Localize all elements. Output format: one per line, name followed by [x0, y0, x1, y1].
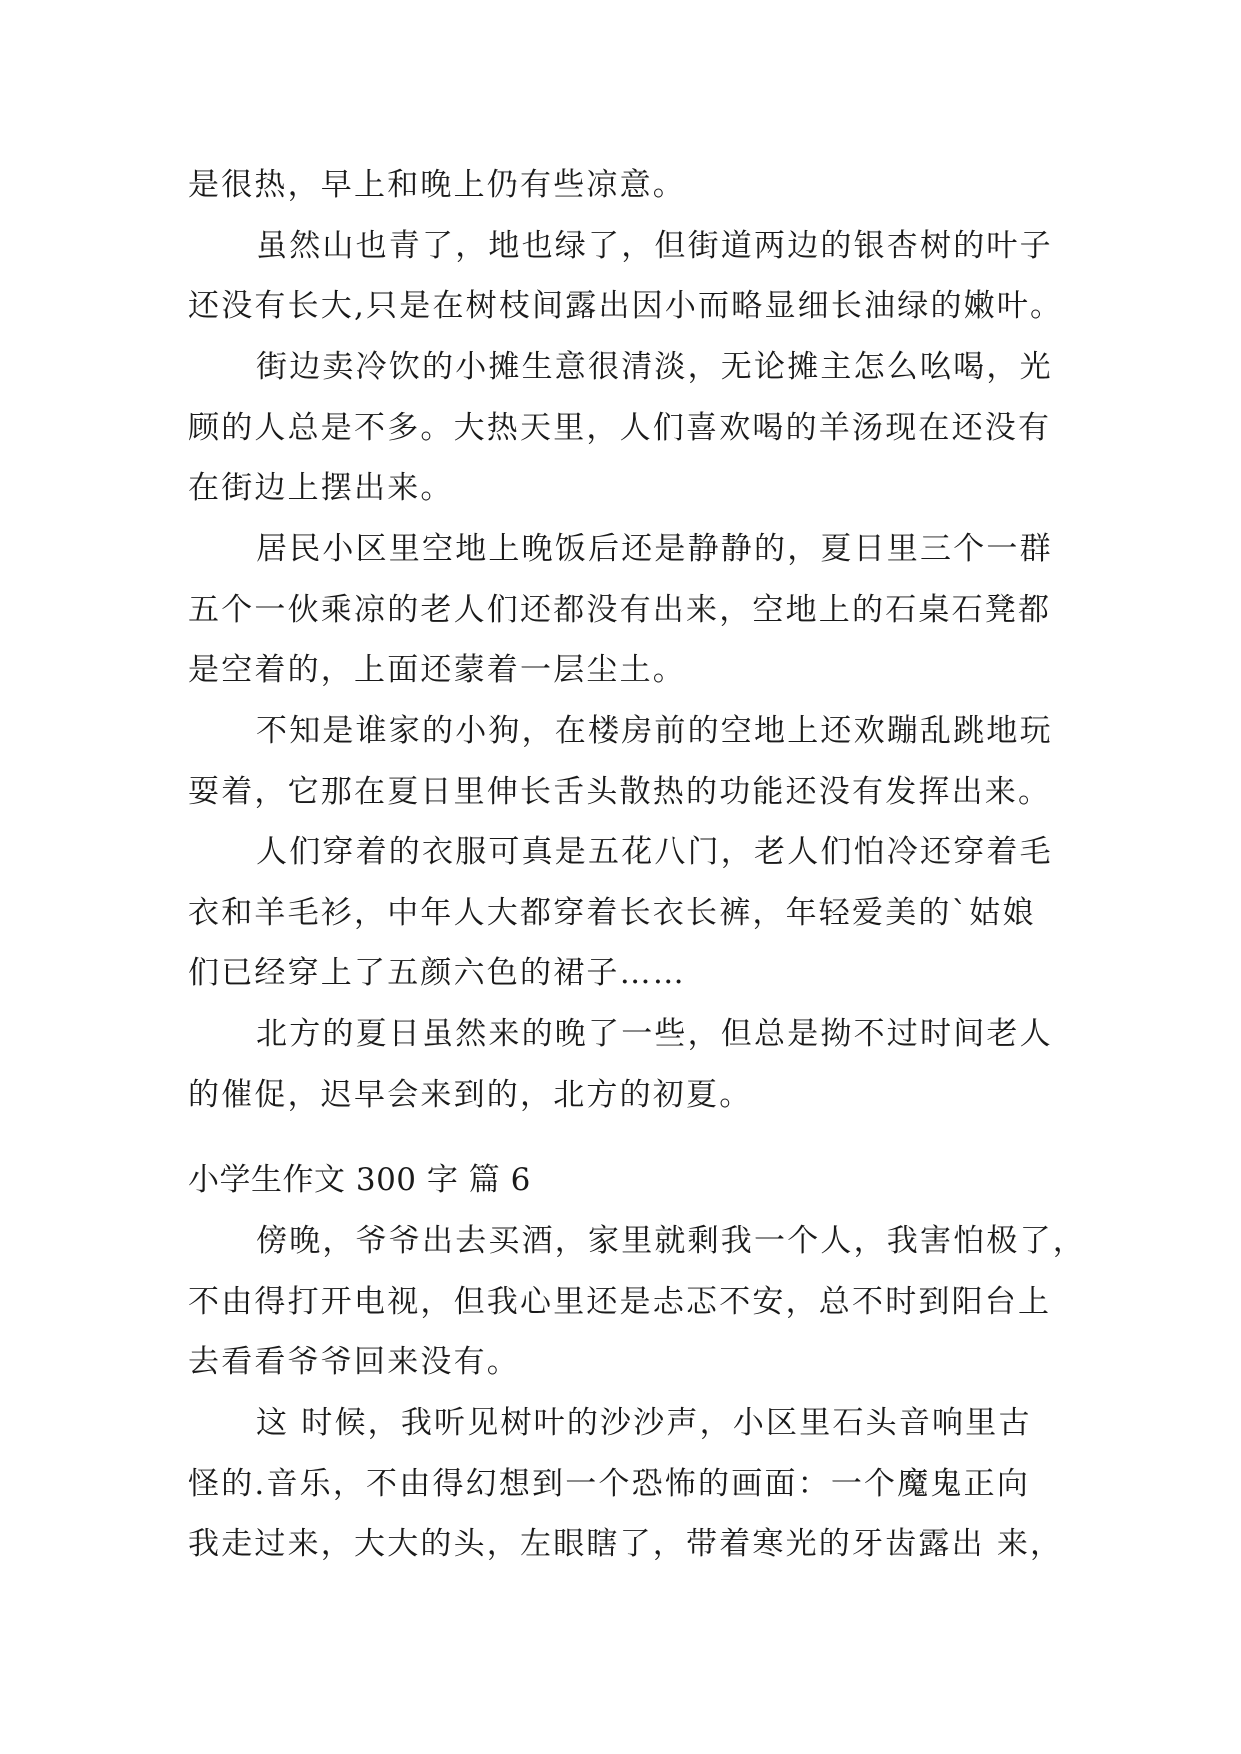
text-line: 的催促，迟早会来到的，北方的初夏。: [188, 1077, 753, 1113]
text-line: 傍晚，爷爷出去买酒，家里就剩我一个人，我害怕极了，: [256, 1223, 1086, 1259]
text-line: 街边卖冷饮的小摊生意很清淡，无论摊主怎么吆喝，光: [256, 349, 1053, 385]
text-line: 人们穿着的衣服可真是五花八门，老人们怕冷还穿着毛: [256, 834, 1053, 870]
text-line: 去看看爷爷回来没有。: [188, 1344, 520, 1380]
text-line: 衣和羊毛衫，中年人大都穿着长衣长裤，年轻爱美的`姑娘: [188, 895, 1036, 931]
text-line: 居民小区里空地上晚饭后还是静静的，夏日里三个一群: [256, 531, 1053, 567]
text-line: 不由得打开电视，但我心里还是忐忑不安，总不时到阳台上: [188, 1284, 1052, 1320]
text-line: 我走过来，大大的头，左眼瞎了，带着寒光的牙齿露出 来，: [188, 1526, 1064, 1562]
text-line: 不知是谁家的小狗，在楼房前的空地上还欢蹦乱跳地玩: [256, 713, 1053, 749]
text-line: 还没有长大,只是在树枝间露出因小而略显细长油绿的嫩叶。: [188, 288, 1064, 324]
text-line: 虽然山也青了，地也绿了，但街道两边的银杏树的叶子: [256, 228, 1053, 264]
text-line: 五个一伙乘凉的老人们还都没有出来，空地上的石桌石凳都: [188, 592, 1052, 628]
text-line: 这 时候，我听见树叶的沙沙声，小区里石头音响里古: [256, 1405, 1032, 1441]
section-heading: 小学生作文 300 字 篇 6: [188, 1162, 531, 1198]
text-line: 顾的人总是不多。大热天里，人们喜欢喝的羊汤现在还没有: [188, 410, 1052, 446]
text-line: 北方的夏日虽然来的晚了一些，但总是拗不过时间老人: [256, 1016, 1053, 1052]
text-line: 们已经穿上了五颜六色的裙子……: [188, 955, 686, 991]
text-line: 怪的.音乐，不由得幻想到一个恐怖的画面：一个魔鬼正向: [188, 1466, 1031, 1502]
text-line: 在街边上摆出来。: [188, 470, 454, 506]
text-line: 是空着的，上面还蒙着一层尘土。: [188, 652, 686, 688]
text-line: 耍着，它那在夏日里伸长舌头散热的功能还没有发挥出来。: [188, 774, 1052, 810]
text-line: 是很热，早上和晚上仍有些凉意。: [188, 167, 686, 203]
